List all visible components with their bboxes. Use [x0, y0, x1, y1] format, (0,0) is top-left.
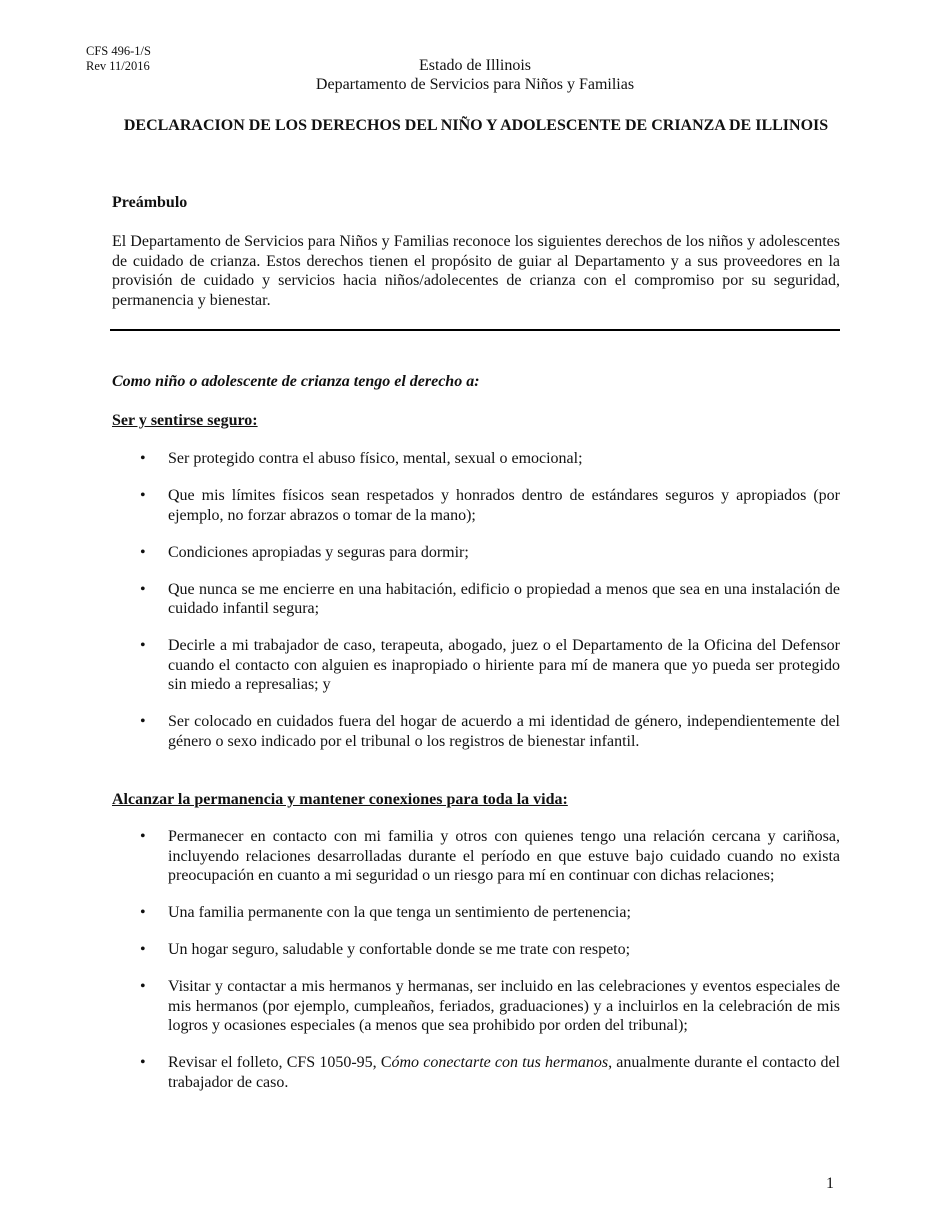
section-divider: [110, 329, 840, 331]
form-revision: Rev 11/2016: [86, 59, 150, 73]
list-item: [112, 636, 840, 695]
brochure-title: ómo conectarte con tus hermanos: [391, 1054, 609, 1071]
bullet-icon: •: [140, 450, 146, 467]
list-item-text: Permanecer en contacto con mi familia y otros con quienes tengo una relación cercana y cariñosa, incluyendo relaciones desarrolladas durante el período en que estuve bajo cuidado cuando no exista preocupación en cuanto a mi seguridad o un riesgo para mí en continuar con dichas relaciones;: [168, 828, 840, 884]
list-item: [112, 580, 840, 619]
list-item: [112, 827, 840, 886]
rights-intro: Como niño o adolescente de crianza tengo el derecho a:: [112, 373, 480, 390]
preamble-heading: Preámbulo: [112, 194, 188, 211]
list-item-text-end: , anualmente durante el contacto del trabajador de caso.: [168, 1054, 840, 1091]
list-item: [112, 903, 840, 923]
bullet-icon: •: [140, 637, 146, 654]
bullet-icon: •: [140, 904, 146, 921]
bullet-icon: •: [140, 543, 146, 561]
list-item-text: Ser colocado en cuidados fuera del hogar de acuerdo a mi identidad de género, independientemente del género o sexo indicado por el tribunal o los registros de bienestar infantil.: [168, 713, 840, 750]
list-item-text: Que nunca se me encierre en una habitación, edificio o propiedad a menos que sea en una instalación de cuidado infantil segura;: [168, 580, 840, 617]
bullet-icon: •: [140, 1054, 146, 1071]
document-title: DECLARACION DE LOS DERECHOS DEL NIÑO Y ADOLESCENTE DE CRIANZA DE ILLINOIS: [123, 117, 829, 134]
page-number: 1: [826, 1175, 834, 1192]
list-item-text: Un hogar seguro, saludable y confortable donde se me trate con respeto;: [168, 941, 631, 958]
header-state: Estado de Illinois: [419, 57, 531, 74]
list-item-text: Que mis límites físicos sean respetados y honrados dentro de estándares seguros y apropiados (por ejemplo, no forzar abrazos o tomar de la mano);: [168, 487, 840, 524]
list-item: [112, 449, 840, 469]
bullet-icon: •: [140, 828, 146, 845]
bullet-icon: •: [140, 941, 146, 958]
form-code: CFS 496-1/S: [86, 44, 151, 58]
list-item-text: Ser protegido contra el abuso físico, mental, sexual o emocional;: [168, 450, 583, 467]
list-item-text: Condiciones apropiadas y seguras para dormir;: [168, 543, 469, 561]
bullet-icon: •: [140, 487, 146, 504]
list-item-text-start: Revisar el folleto, CFS 1050-95, C: [168, 1054, 392, 1071]
list-item: [112, 940, 840, 960]
bullet-icon: •: [140, 580, 146, 598]
list-item: [112, 543, 840, 563]
document-header: [0, 56, 950, 94]
safety-rights-list: [112, 449, 840, 751]
section-heading-permanence: Alcanzar la permanencia y mantener conexiones para toda la vida:: [112, 791, 568, 808]
permanence-rights-list: [112, 827, 840, 1092]
list-item: [112, 1053, 840, 1092]
section-heading-safety: Ser y sentirse seguro:: [112, 412, 258, 429]
list-item: [112, 712, 840, 751]
list-item-text: Decirle a mi trabajador de caso, terapeuta, abogado, juez o el Departamento de la Oficina del Defensor cuando el contacto con alguien es inapropiado o hiriente para mí de manera que yo pueda ser protegido sin miedo a represalias; y: [168, 637, 840, 693]
bullet-icon: •: [140, 713, 146, 730]
list-item-text: Visitar y contactar a mis hermanos y hermanas, ser incluido en las celebraciones y eventos especiales de mis hermanos (por ejemplo, cumpleaños, feriados, graduaciones) y a incluirlos en la celebración de mis logros y ocasiones especiales (a menos que sea prohibido por orden del tribunal);: [168, 978, 840, 1034]
list-item: [112, 977, 840, 1036]
list-item-text: Una familia permanente con la que tenga un sentimiento de pertenencia;: [168, 904, 631, 921]
preamble-text: El Departamento de Servicios para Niños y Familias reconoce los siguientes derechos de los niños y adolescentes de cuidado de crianza. Estos derechos tienen el propósito de guiar al Departamento y a sus proveedores en la provisión de cuidado y servicios hacia niños/adolecentes de crianza con el compromiso por su seguridad, permanencia y bienestar.: [112, 233, 840, 309]
bullet-icon: •: [140, 978, 146, 995]
list-item: [112, 486, 840, 525]
header-department: Departamento de Servicios para Niños y Familias: [315, 76, 635, 93]
